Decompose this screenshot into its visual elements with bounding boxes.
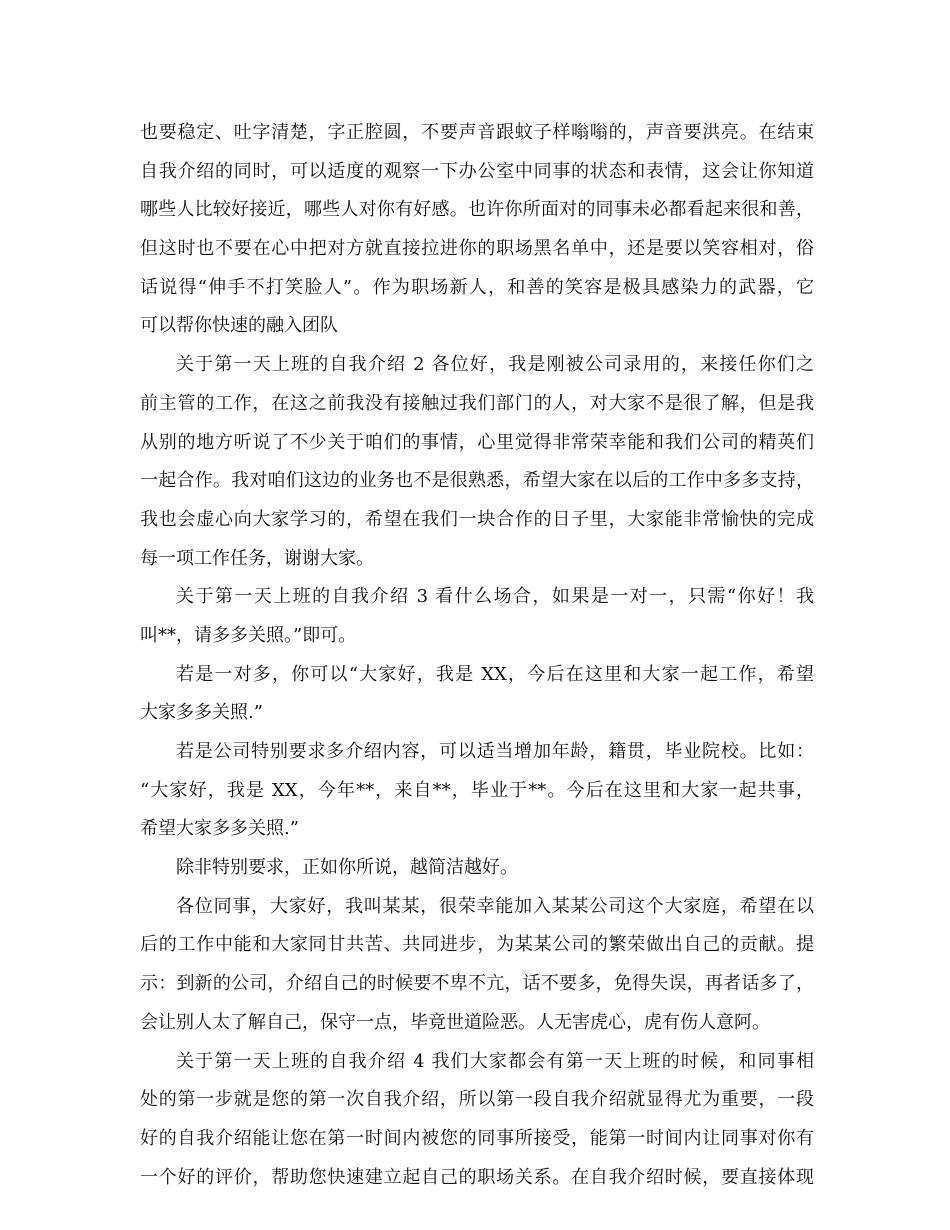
text-line-16: 大家多多关照.”: [140, 702, 263, 724]
text-line-28: 一个好的评价，帮助您快速建立起自己的职场关系。在自我介绍时候，要直接体现: [140, 1166, 814, 1188]
text-line-3: 哪些人比较好接近，哪些人对你有好感。也许你所面对的同事未必都看起来很和善，: [140, 199, 814, 221]
text-line-24: 会让别人太了解自己，保守一点，毕竟世道险恶。人无害虎心，虎有伤人意阿。: [140, 1011, 770, 1033]
text-line-14: 叫**，请多多关照。”即可。: [140, 624, 357, 646]
text-line-10: 一起合作。我对咱们这边的业务也不是很熟悉，希望大家在以后的工作中多多支持，: [140, 470, 814, 492]
text-line-7: 关于第一天上班的自我介绍 2 各位好，我是刚被公司录用的，来接任你们之: [176, 354, 814, 376]
text-line-23: 示：到新的公司，介绍自己的时候要不卑不亢，话不要多，免得失误，再者话多了，: [140, 973, 814, 995]
text-line-8: 前主管的工作，在这之前我没有接触过我们部门的人，对大家不是很了解，但是我: [140, 392, 814, 414]
text-line-9: 从别的地方听说了不少关于咱们的事情，心里觉得非常荣幸能和我们公司的精英们: [140, 431, 814, 453]
text-line-12: 每一项工作任务，谢谢大家。: [140, 547, 374, 569]
text-line-19: 希望大家多多关照.”: [140, 818, 299, 840]
text-line-27: 好的自我介绍能让您在第一时间内被您的同事所接受，能第一时间内让同事对你有: [140, 1127, 814, 1149]
text-line-13: 关于第一天上班的自我介绍 3 看什么场合，如果是一对一，只需“你好！我: [176, 586, 814, 608]
text-line-18: “大家好，我是 XX，今年**，来自**，毕业于**。今后在这里和大家一起共事，: [140, 779, 814, 801]
text-line-15: 若是一对多，你可以“大家好，我是 XX，今后在这里和大家一起工作，希望: [176, 663, 814, 685]
text-line-22: 后的工作中能和大家同甘共苦、共同进步，为某某公司的繁荣做出自己的贡献。提: [140, 934, 814, 956]
text-line-4: 但这时也不要在心中把对方就直接拉进你的职场黑名单中，还是要以笑容相对，俗: [140, 238, 814, 260]
text-line-20: 除非特别要求，正如你所说，越简洁越好。: [176, 857, 518, 879]
text-line-25: 关于第一天上班的自我介绍 4 我们大家都会有第一天上班的时候，和同事相: [176, 1050, 814, 1072]
text-line-2: 自我介绍的同时，可以适度的观察一下办公室中同事的状态和表情，这会让你知道: [140, 160, 814, 182]
text-line-26: 处的第一步就是您的第一次自我介绍，所以第一段自我介绍就显得尤为重要，一段: [140, 1089, 814, 1111]
text-line-21: 各位同事，大家好，我叫某某，很荣幸能加入某某公司这个大家庭，希望在以: [176, 895, 814, 917]
text-line-6: 可以帮你快速的融入团队: [140, 315, 338, 337]
text-line-17: 若是公司特别要求多介绍内容，可以适当增加年龄，籍贯，毕业院校。比如：: [176, 741, 814, 762]
document-body: [140, 114, 814, 1197]
text-line-1: 也要稳定、吐字清楚，字正腔圆，不要声音跟蚊子样嗡嗡的，声音要洪亮。在结束: [140, 122, 814, 143]
text-line-11: 我也会虚心向大家学习的，希望在我们一块合作的日子里，大家能非常愉快的完成: [140, 508, 814, 530]
text-line-5: 话说得“伸手不打笑脸人”。作为职场新人，和善的笑容是极具感染力的武器，它: [140, 276, 814, 298]
